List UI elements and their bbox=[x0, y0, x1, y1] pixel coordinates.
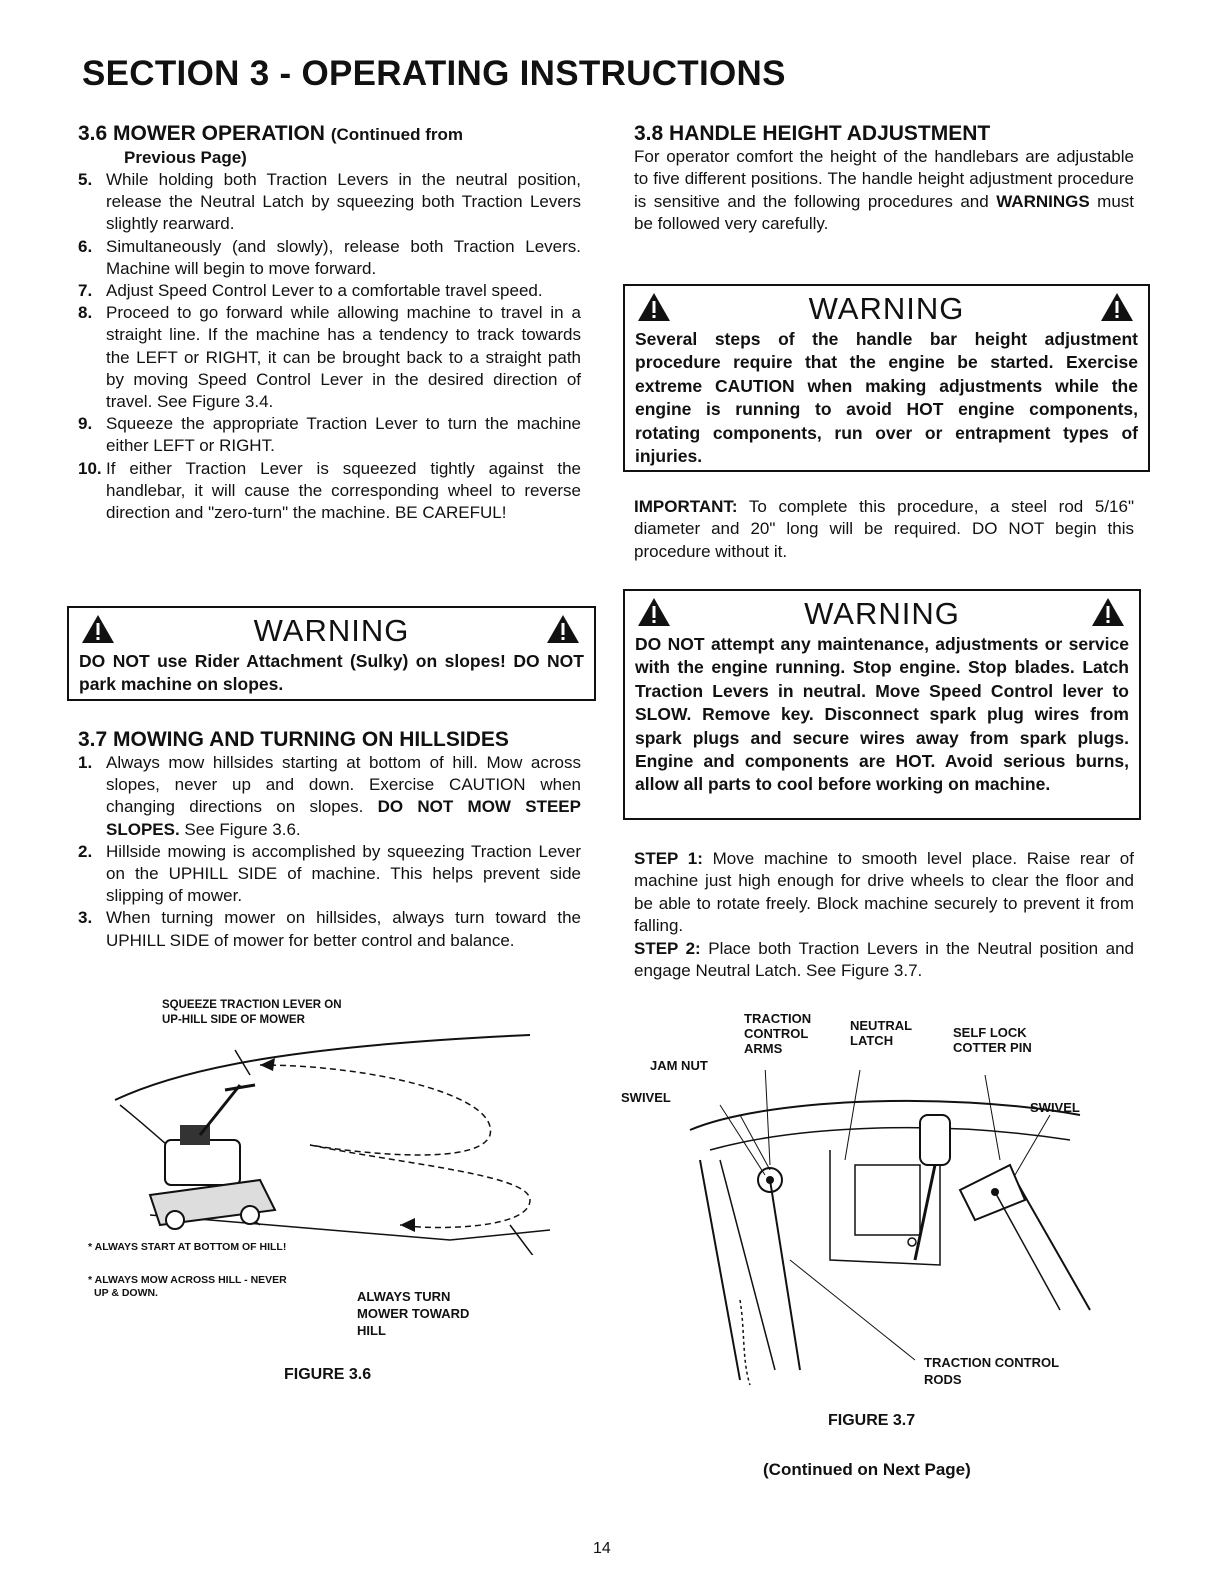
fig36-label-squeeze bbox=[162, 998, 342, 1028]
page-number: 14 bbox=[593, 1540, 611, 1557]
section-3-6-heading bbox=[78, 122, 581, 147]
fig37-label-swivel-right: SWIVEL bbox=[1030, 1100, 1080, 1115]
warning-title: WARNING bbox=[253, 613, 410, 648]
warning-triangle-icon bbox=[1100, 292, 1134, 322]
label-line: UP & DOWN. bbox=[94, 1287, 158, 1299]
fig37-label-traction-arms bbox=[744, 1011, 811, 1056]
label-line: MOWER TOWARD bbox=[357, 1306, 470, 1321]
section-3-7 bbox=[78, 728, 581, 952]
label-line: NEUTRAL bbox=[850, 1018, 913, 1033]
para-text: For operator comfort the height of the handlebars are adjustable to five different positions. The handle height adjustment procedure is sensitive and the following procedures and bbox=[634, 147, 1134, 211]
warning-triangle-icon bbox=[637, 292, 671, 322]
fig36-label-across bbox=[88, 1274, 287, 1300]
list-item bbox=[78, 236, 581, 280]
fig36-label-start: * ALWAYS START AT BOTTOM OF HILL! bbox=[88, 1241, 287, 1253]
item-number: 6. bbox=[78, 236, 93, 256]
item-text: If either Traction Lever is squeezed tightly against the handlebar, it will cause the corresponding wheel to reverse direction and "zero-turn" the machine. BE CAREFUL! bbox=[106, 458, 581, 523]
label-line: TRACTION CONTROL bbox=[924, 1355, 1060, 1370]
item-text: Adjust Speed Control Lever to a comfortable travel speed. bbox=[106, 281, 543, 301]
warning-triangle-icon bbox=[546, 614, 580, 644]
item-text: When turning mower on hillsides, always turn toward the UPHILL SIDE of mower for better control and balance. bbox=[106, 908, 581, 950]
section-3-8-paragraph bbox=[634, 146, 1134, 236]
important-label: IMPORTANT: bbox=[634, 497, 738, 516]
item-bold: DO NOT MOW STEEP SLOPES. bbox=[106, 797, 581, 839]
item-number: 8. bbox=[78, 303, 93, 323]
label-line: RODS bbox=[924, 1372, 962, 1387]
label-line: TRACTION bbox=[744, 1011, 812, 1026]
warning-box-engine-started bbox=[623, 284, 1150, 472]
left-column bbox=[78, 122, 581, 524]
warning-text: DO NOT use Rider Attachment (Sulky) on slopes! DO NOT park machine on slopes. bbox=[79, 651, 584, 695]
step-text: Move machine to smooth level place. Raise rear of machine just high enough for drive wheels to clear the floor and be able to rotate freely. Block machine securely to prevent it from falling. bbox=[634, 849, 1134, 936]
item-text: See Figure 3.6. bbox=[184, 819, 301, 839]
label-line: * ALWAYS MOW ACROSS HILL - NEVER bbox=[88, 1274, 287, 1286]
label-line: SELF LOCK bbox=[953, 1025, 1027, 1040]
figure-3-7-caption: FIGURE 3.7 bbox=[828, 1412, 916, 1429]
item-number: 9. bbox=[78, 414, 93, 434]
item-text: Always mow hillsides starting at bottom of hill. Mow across slopes, never up and down. Exercise CAUTION when changing directions on slopes. bbox=[106, 753, 581, 817]
section-3-8-heading: 3.8 HANDLE HEIGHT ADJUSTMENT bbox=[634, 122, 991, 145]
fig37-label-swivel-left: SWIVEL bbox=[621, 1090, 671, 1105]
section-3-7-heading: 3.7 MOWING AND TURNING ON HILLSIDES bbox=[78, 728, 509, 751]
list-item bbox=[78, 458, 581, 525]
list-item bbox=[78, 752, 581, 841]
list-item bbox=[78, 907, 581, 951]
label-line: HILL bbox=[357, 1323, 386, 1338]
figure-3-6-caption: FIGURE 3.6 bbox=[284, 1366, 372, 1383]
section-3-8 bbox=[634, 122, 1134, 236]
para-text: must be followed very carefully. bbox=[634, 191, 1134, 234]
item-text: Proceed to go forward while allowing machine to travel in a straight line. If the machine has a tendency to track towards the LEFT or RIGHT, it can be brought back to a straight path by moving Speed Control Lever in the desired direction of travel. See Figure 3.4. bbox=[106, 303, 581, 412]
item-number: 7. bbox=[78, 281, 93, 301]
fig37-label-neutral-latch bbox=[850, 1018, 912, 1048]
warning-text: Several steps of the handle bar height adjustment procedure require that the engine be started. Exercise extreme CAUTION when making adjustments while the engine is running to avoid HOT engine components, rotating components, run over or entrapment types of injuries. bbox=[635, 329, 1138, 467]
section-3-6-cont: (Continued from bbox=[330, 125, 464, 144]
list-item bbox=[78, 280, 581, 302]
list-item bbox=[78, 841, 581, 908]
label-line: COTTER PIN bbox=[953, 1040, 1032, 1055]
label-line: SQUEEZE TRACTION LEVER ON bbox=[162, 999, 342, 1011]
item-text: Simultaneously (and slowly), release both Traction Levers. Machine will begin to move forward. bbox=[106, 236, 581, 278]
section-3-6-cont-2: Previous Page) bbox=[124, 148, 247, 167]
section-3-7-list bbox=[78, 752, 581, 952]
list-item bbox=[78, 413, 581, 457]
step-label: STEP 1: bbox=[634, 849, 703, 868]
step-text: Place both Traction Levers in the Neutral position and engage Neutral Latch. See Figure 3.7. bbox=[634, 938, 1134, 981]
item-number: 10. bbox=[78, 458, 102, 478]
warning-triangle-icon bbox=[637, 597, 671, 627]
warning-box-maintenance bbox=[623, 589, 1141, 820]
hillside-mowing-illustration bbox=[110, 1025, 550, 1255]
list-item bbox=[78, 169, 581, 236]
fig37-label-jam-nut: JAM NUT bbox=[650, 1058, 708, 1073]
item-text: While holding both Traction Levers in the neutral position, release the Neutral Latch by squeezing both Traction Levers slightly rearward. bbox=[106, 170, 581, 234]
item-number: 1. bbox=[78, 753, 93, 772]
section-3-6-title: 3.6 MOWER OPERATION bbox=[78, 122, 325, 145]
para-bold: WARNINGS bbox=[996, 191, 1090, 211]
fig37-label-cotter-pin bbox=[953, 1025, 1032, 1055]
warning-title: WARNING bbox=[808, 291, 965, 326]
warning-triangle-icon bbox=[81, 614, 115, 644]
item-number: 5. bbox=[78, 170, 93, 189]
warning-title: WARNING bbox=[804, 596, 960, 631]
page-title: SECTION 3 - OPERATING INSTRUCTIONS bbox=[82, 54, 786, 93]
step-2 bbox=[634, 938, 1134, 983]
label-line: CONTROL bbox=[744, 1026, 809, 1041]
step-label: STEP 2: bbox=[634, 938, 701, 958]
important-text: To complete this procedure, a steel rod 5/16" diameter and 20" long will be required. DO NOT begin this procedure without it. bbox=[634, 497, 1134, 561]
step-1 bbox=[634, 848, 1134, 938]
steps-block bbox=[634, 848, 1134, 982]
warning-text: DO NOT attempt any maintenance, adjustments or service with the engine running. Stop engine. Stop blades. Latch Traction Levers in neutral. Move Speed Control lever to SLOW. Remove key. Disconnect spark plug wires from spark plugs and secure wires away from spark plugs. Engine and components are HOT. Avoid serious burns, allow all parts to cool before working on machine. bbox=[635, 634, 1129, 795]
walk-behind-mower-icon bbox=[150, 1085, 275, 1229]
warning-triangle-icon bbox=[1091, 597, 1125, 627]
important-note bbox=[634, 496, 1134, 563]
section-3-6-list bbox=[78, 169, 581, 524]
fig36-label-turn bbox=[357, 1288, 469, 1339]
item-number: 3. bbox=[78, 908, 93, 928]
continued-note: (Continued on Next Page) bbox=[763, 1460, 971, 1479]
label-line: ARMS bbox=[744, 1041, 783, 1056]
list-item bbox=[78, 302, 581, 413]
label-line: ALWAYS TURN bbox=[357, 1289, 451, 1304]
item-text: Hillside mowing is accomplished by squeezing Traction Lever on the UPHILL SIDE of machine. This helps prevent side slipping of mower. bbox=[106, 841, 581, 906]
item-text: Squeeze the appropriate Traction Lever to turn the machine either LEFT or RIGHT. bbox=[106, 414, 581, 456]
label-line: LATCH bbox=[850, 1033, 894, 1048]
item-number: 2. bbox=[78, 841, 93, 861]
fig37-label-rods bbox=[924, 1354, 1059, 1388]
label-line: UP-HILL SIDE OF MOWER bbox=[162, 1014, 305, 1026]
handle-linkage-illustration bbox=[680, 1070, 1100, 1390]
warning-box-sulky bbox=[67, 606, 596, 701]
